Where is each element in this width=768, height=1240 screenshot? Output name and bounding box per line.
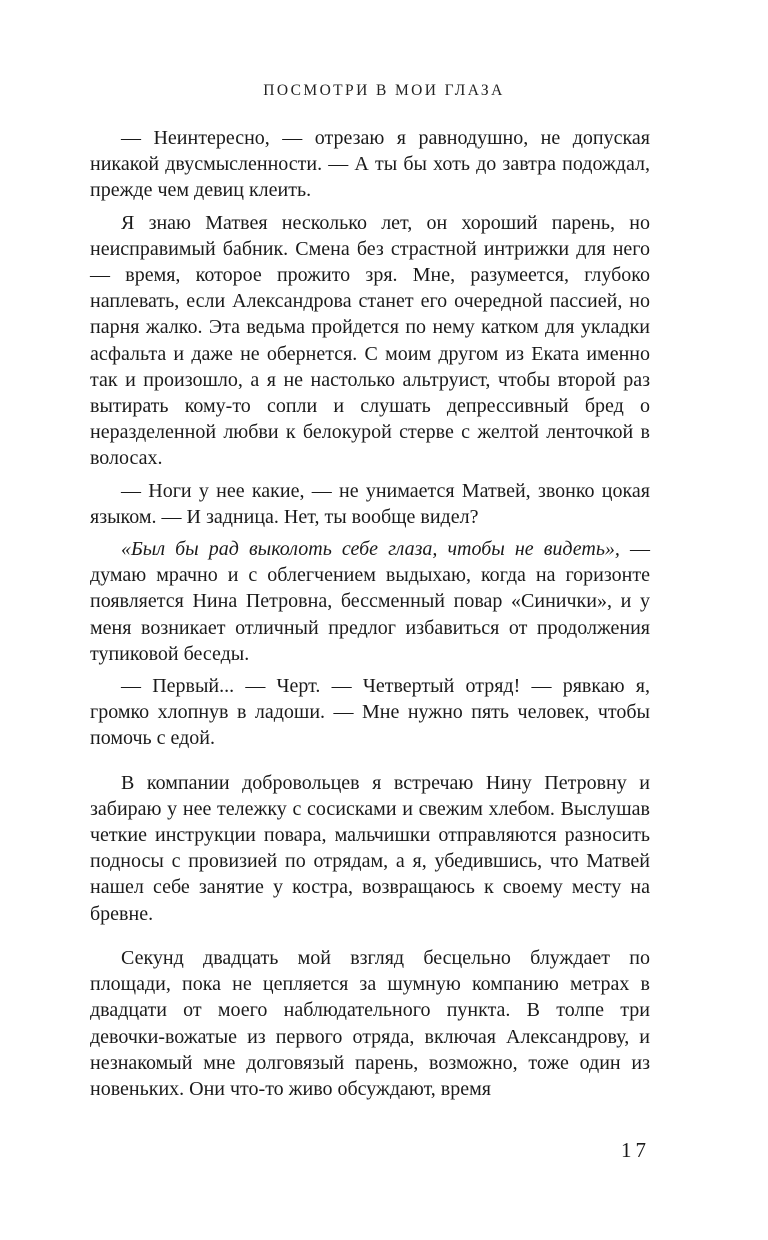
body-text [90,125,650,1102]
paragraph-1: — Неинтересно, — отрезаю я равнодушно, не допуская никакой двусмысленности. — А ты бы хоть до завтра подождал, прежде чем девиц клеить. [90,127,650,202]
page-number: 17 [621,1138,650,1162]
paragraph-3: — Ноги у нее какие, — не унимается Матвей, звонко цокая языком. — И задница. Нет, ты вообще видел? [90,479,650,528]
running-head: ПОСМОТРИ В МОИ ГЛАЗА [263,82,505,99]
italic-thought: «Был бы рад выколоть себе глаза, чтобы не видеть», [121,538,620,561]
paragraph-6: В компании добровольцев я встречаю Нину Петровну и забираю у нее тележку с сосисками и свежим хлебом. Выслушав четкие инструкции повара, мальчишки отправляются разносить подносы с провизией по отрядам, а я, убедившись, что Матвей нашел себе занятие у костра, возвращаюсь к своему месту на бревне. [90,771,650,925]
paragraph-5: — Первый... — Черт. — Четвертый отряд! — рявкаю я, громко хлопнув в ладоши. — Мне нужно пять человек, чтобы помочь с едой. [90,675,650,750]
paragraph-4-text: — думаю мрачно и с облегчением выдыхаю, когда на горизонте появляется Нина Петровна, бессменный повар «Синички», и у меня возникает отличный предлог избавиться от продолжения тупиковой беседы. [90,538,651,665]
paragraph-2: Я знаю Матвея несколько лет, он хороший парень, но неисправимый бабник. Смена без страстной интрижки для него — время, которое прожито зря. Мне, разумеется, глубоко наплевать, если Александрова станет его очередной пассией, но парня жалко. Эта ведьма пройдется по нему катком для укладки асфальта и даже не обернется. С моим другом из Еката именно так и произошло, а я не настолько альтруист, чтобы второй раз вытирать кому-то сопли и слушать депрессивный бред о неразделенной любви к белокурой стерве с желтой ленточкой в волосах. [90,211,650,470]
paragraph-4 [90,536,650,667]
paragraph-7: Секунд двадцать мой взгляд бесцельно блуждает по площади, пока не цепляется за шумную компанию метрах в двадцати от моего наблюдательного пункта. В толпе три девочки-вожатые из первого отряда, включая Александрову, и незнакомый мне долговязый парень, возможно, тоже один из новеньких. Они что-то живо обсуждают, время [90,946,650,1100]
